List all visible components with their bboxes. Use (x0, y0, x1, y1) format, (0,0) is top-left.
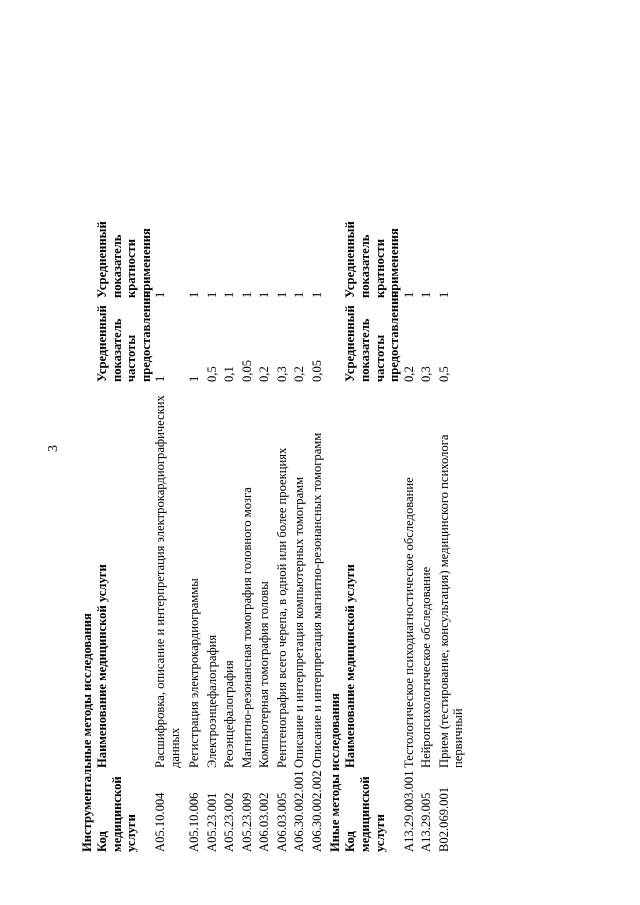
page-number: 3 (46, 445, 61, 452)
header-name: Наименование медицинской услуги (95, 564, 109, 768)
service-name: Магнитно-резонансная томография головного мозга (239, 487, 254, 768)
service-name: Регистрация электрокардиограммы (187, 578, 202, 768)
service-code: A13.29.005 (419, 792, 434, 852)
table-row (153, 50, 187, 852)
table-row (437, 50, 471, 852)
service-code: A06.03.002 (257, 792, 272, 852)
service-code: A06.03.005 (274, 792, 289, 852)
header-frequency: Усредненный показатель частоты предоставления (343, 290, 402, 382)
header-code: Код медицинской услуги (343, 776, 387, 852)
service-name: Описание и интерпретация компьютерных томограмм (292, 476, 307, 768)
service-multiplicity: 1 (401, 291, 416, 298)
header-name: Наименование медицинской услуги (343, 564, 358, 768)
service-frequency: 1 (153, 375, 168, 382)
table-row (222, 50, 240, 852)
table-row (257, 50, 275, 852)
service-code: A05.10.004 (153, 792, 168, 852)
service-name: Тестологическое психодиагностическое обследование (401, 477, 416, 768)
service-code: A06.30.002.001 (292, 770, 307, 852)
table-row (275, 50, 293, 852)
service-frequency: 0,1 (222, 366, 237, 382)
table-header-row (343, 50, 401, 852)
service-frequency: 0,5 (436, 366, 451, 382)
service-multiplicity: 1 (274, 291, 289, 298)
services-table-instrumental (95, 50, 327, 852)
services-table-other (343, 50, 470, 852)
service-multiplicity: 1 (153, 291, 168, 298)
service-frequency: 0,05 (239, 359, 254, 382)
section-title-other: Иные методы исследования (328, 693, 343, 852)
service-frequency: 0,2 (292, 366, 307, 382)
header-multiplicity: Усредненный показатель кратности применения (343, 221, 402, 298)
service-frequency: 0,2 (401, 366, 416, 382)
service-frequency: 0,3 (274, 366, 289, 382)
table-header-row (95, 50, 153, 852)
service-name: Описание и интерпретация магнитно-резонансных томограмм (309, 432, 324, 768)
service-frequency: 0,05 (309, 359, 324, 382)
service-name: Реоэнцефалография (222, 660, 237, 768)
service-multiplicity: 1 (187, 291, 202, 298)
table-row (187, 50, 205, 852)
service-code: A05.23.001 (204, 792, 219, 852)
section-title-instrumental: Инструментальные методы исследования (80, 613, 94, 852)
service-multiplicity: 1 (239, 291, 254, 298)
table-row (419, 50, 437, 852)
service-name: Расшифровка, описание и интерпретация электрокардиографических данных (153, 395, 182, 768)
service-name: Компьютерная томография головы (257, 581, 272, 768)
table-row (292, 50, 310, 852)
service-multiplicity: 1 (222, 291, 237, 298)
service-name: Прием (тестирование, консультация) медицинского психолога первичный (436, 434, 466, 768)
service-multiplicity: 1 (309, 291, 324, 298)
service-name: Нейропсихологическое обследование (419, 566, 434, 768)
service-frequency: 1 (187, 375, 202, 382)
header-multiplicity: Усредненный показатель кратности применения (95, 221, 153, 298)
service-code: A05.23.002 (222, 792, 237, 852)
header-code: Код медицинской услуги (95, 776, 139, 852)
service-multiplicity: 1 (436, 291, 451, 298)
service-multiplicity: 1 (204, 291, 219, 298)
table-row (310, 50, 328, 852)
header-frequency: Усредненный показатель частоты предоставления (95, 290, 153, 382)
service-frequency: 0,2 (257, 366, 272, 382)
service-frequency: 0,5 (204, 366, 219, 382)
table-row (240, 50, 258, 852)
service-code: A06.30.002.002 (309, 770, 324, 852)
service-multiplicity: 1 (257, 291, 272, 298)
service-code: A05.23.009 (239, 792, 254, 852)
service-code: A05.10.006 (187, 792, 202, 852)
service-multiplicity: 1 (419, 291, 434, 298)
service-name: Электроэнцефалография (204, 634, 219, 768)
table-row (402, 50, 420, 852)
service-frequency: 0,3 (419, 366, 434, 382)
rotated-content (80, 50, 471, 852)
table-row (205, 50, 223, 852)
service-multiplicity: 1 (292, 291, 307, 298)
service-code: B02.069.001 (436, 786, 451, 852)
service-code: A13.29.003.001 (401, 770, 416, 852)
service-name: Рентгенография всего черепа, в одной или более проекциях (274, 447, 289, 768)
